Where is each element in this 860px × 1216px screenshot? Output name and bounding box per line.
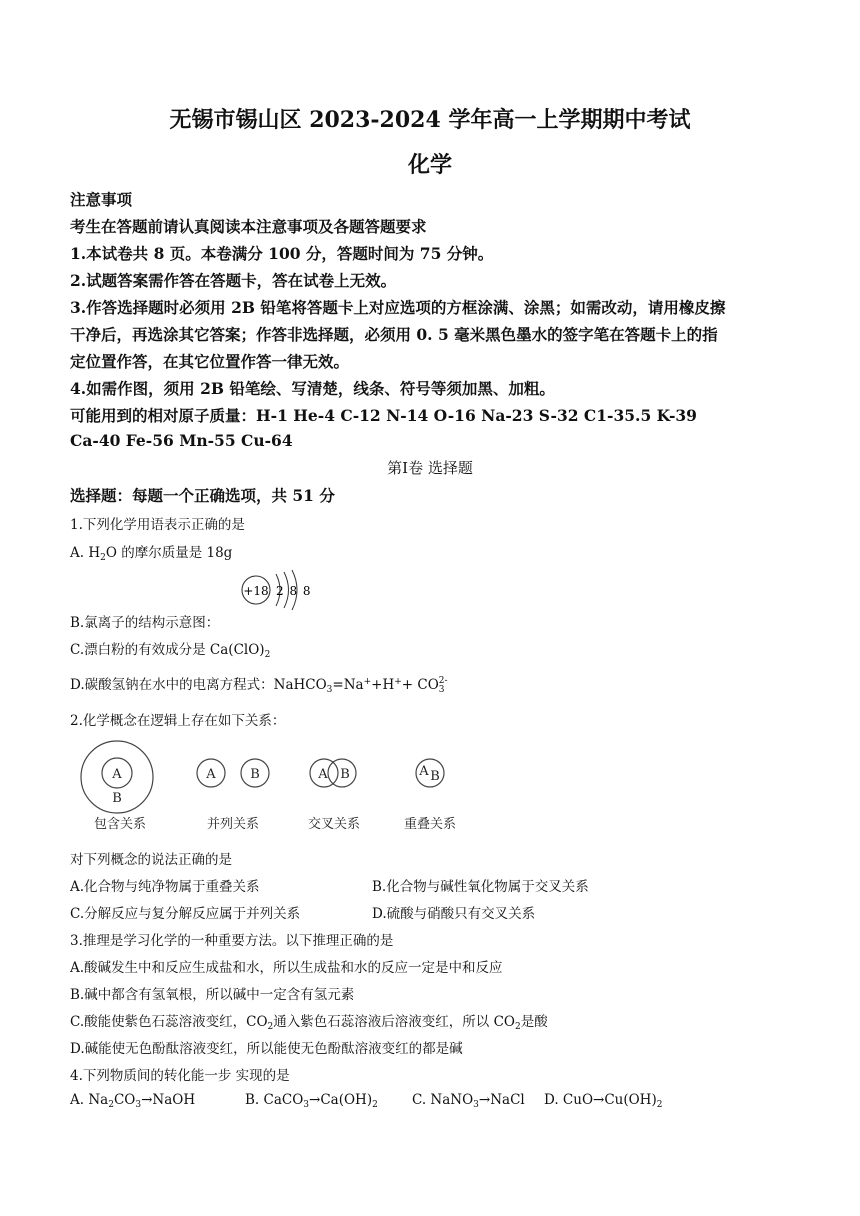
notes-item-3-line-2: 干净后，再选涂其它答案；作答非选择题，必须用 0. 5 毫米黑色墨水的签字笔在答题卡上的指 xyxy=(70,325,718,344)
q3-option-a: A.酸碱发生中和反应生成盐和水，所以生成盐和水的反应一定是中和反应 xyxy=(70,960,503,976)
parallel-a: A xyxy=(206,767,216,782)
q3-stem: 3.推理是学习化学的一种重要方法。以下推理正确的是 xyxy=(70,933,394,949)
exam-title: 无锡市锡山区 2023-2024 学年高一上学期期中考试 xyxy=(169,107,691,133)
q2-stem: 2.化学概念在逻辑上存在如下关系： xyxy=(70,713,286,729)
parallel-b: B xyxy=(250,767,260,782)
section-title: 第Ⅰ卷 选择题 xyxy=(387,459,473,477)
q4-option-d: D. $CuO\to Cu(OH)_2$ xyxy=(544,1092,663,1110)
q4-option-c: C. NaNO$_3$→NaCl xyxy=(412,1092,525,1110)
nucleus-charge: +18 xyxy=(243,584,269,598)
q2-follow: 对下列概念的说法正确的是 xyxy=(70,852,232,868)
q1-option-a: A. $H_2O$ 的摩尔质量是 18g xyxy=(70,545,233,563)
section-instruction: 选择题：每题一个正确选项，共 51 分 xyxy=(70,486,335,505)
electron-shells: 2 8 8 xyxy=(276,584,312,598)
label-overlap: 重叠关系 xyxy=(403,817,457,832)
notes-item-3-line-1: 3.作答选择题时必须用 2B 铅笔将答题卡上对应选项的方框涂满、涂黑；如需改动，请用橡皮擦 xyxy=(70,298,726,317)
q2-option-d: D.硫酸与硝酸只有交叉关系 xyxy=(372,906,536,922)
inclusion-b: B xyxy=(112,791,122,806)
overlap-a: A xyxy=(419,764,429,779)
q1-option-b: B.氯离子的结构示意图： xyxy=(70,615,220,631)
q1-stem: 1.下列化学用语表示正确的是 xyxy=(70,517,245,533)
notes-item-2: 2.试题答案需作答在答题卡，答在试卷上无效。 xyxy=(70,271,397,290)
q1-option-d: D.碳酸氢钠在水中的电离方程式：NaHCO$_3$=Na++H++ CO 2- 3 xyxy=(70,675,448,695)
q3-option-d: D.碱能使无色酚酞溶液变红，所以能使无色酚酞溶液变红的都是碱 xyxy=(70,1041,463,1057)
intersection-b: B xyxy=(340,767,350,782)
q4-option-b: B. $CaCO_3\to Ca(OH)_2$ xyxy=(245,1092,378,1110)
atomic-masses-line-2: Ca-40 Fe-56 Mn-55 Cu-64 xyxy=(70,431,293,450)
notes-intro: 考生在答题前请认真阅读本注意事项及各题答题要求 xyxy=(70,217,427,236)
notes-heading: 注意事项 xyxy=(70,190,133,209)
concept-relationship-diagram xyxy=(74,736,474,840)
atomic-masses-line-1: 可能用到的相对原子质量：H-1 He-4 C-12 N-14 O-16 Na-23 S-32 C1-35.5 K-39 xyxy=(70,406,697,425)
overlap-b: B xyxy=(430,769,440,784)
inclusion-a: A xyxy=(112,767,122,782)
q2-option-a: A.化合物与纯净物属于重叠关系 xyxy=(70,879,260,895)
notes-item-3-line-3: 定位置作答，在其它位置作答一律无效。 xyxy=(70,352,350,371)
q3-option-b: B.碱中都含有氢氧根，所以碱中一定含有氢元素 xyxy=(70,987,355,1003)
q1-option-c: C.漂白粉的有效成分是 $Ca(ClO)_2$ xyxy=(70,642,271,660)
notes-item-1: 1.本试卷共 8 页。本卷满分 100 分，答题时间为 75 分钟。 xyxy=(70,244,494,263)
chloride-ion-structure-diagram xyxy=(238,566,318,612)
q2-option-b: B.化合物与碱性氧化物属于交叉关系 xyxy=(372,879,589,895)
intersection-a: A xyxy=(318,767,328,782)
subject-title: 化学 xyxy=(407,152,452,178)
notes-item-4: 4.如需作图，须用 2B 铅笔绘、写清楚，线条、符号等须加黑、加粗。 xyxy=(70,379,555,398)
label-intersection: 交叉关系 xyxy=(307,817,361,832)
q4-stem: 4.下列物质间的转化能一步 实现的是 xyxy=(70,1068,290,1084)
q4-option-a: A. $Na_2CO_3\to NaOH$ xyxy=(70,1092,196,1110)
q3-option-c: C.酸能使紫色石蕊溶液变红，$CO_2$通入紫色石蕊溶液后溶液变红，所以 $CO_2$是酸 xyxy=(70,1014,548,1032)
q2-option-c: C.分解反应与复分解反应属于并列关系 xyxy=(70,906,301,922)
label-parallel: 并列关系 xyxy=(206,817,260,832)
label-inclusion: 包含关系 xyxy=(93,817,147,832)
